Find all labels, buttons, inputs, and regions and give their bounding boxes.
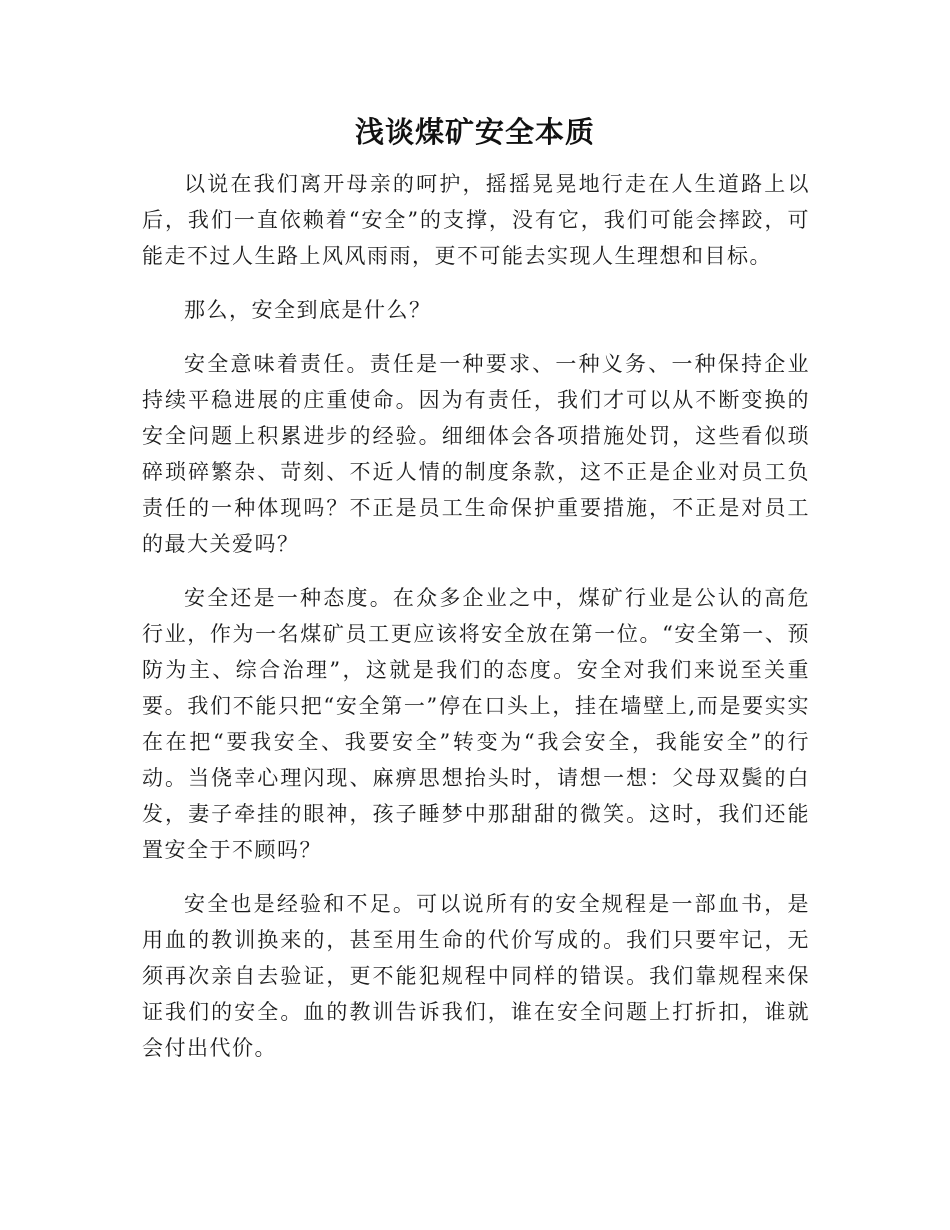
document-body [142, 166, 810, 1066]
paragraph-experience: 安全也是经验和不足。可以说所有的安全规程是一部血书，是用血的教训换来的，甚至用生命的代价写成的。我们只要牢记，无须再次亲自去验证，更不能犯规程中同样的错误。我们靠规程来保证我们的安全。血的教训告诉我们，谁在安全问题上打折扣，谁就会付出代价。 [142, 892, 810, 1060]
paragraph-question: 那么，安全到底是什么？ [184, 298, 432, 322]
paragraph-responsibility: 安全意味着责任。责任是一种要求、一种义务、一种保持企业持续平稳进展的庄重使命。因为有责任，我们才可以从不断变换的安全问题上积累进步的经验。细细体会各项措施处罚，这些看似琐碎琐碎繁杂、苛刻、不近人情的制度条款，这不正是企业对员工负责任的一种体现吗？不正是员工生命保护重要措施，不正是对员工的最大关爱吗？ [142, 352, 810, 556]
document-title: 浅谈煤矿安全本质 [354, 115, 595, 149]
paragraph-intro: 以说在我们离开母亲的呵护，摇摇晃晃地行走在人生道路上以后，我们一直依赖着“安全”的支撑，没有它，我们可能会摔跤，可能走不过人生路上风风雨雨，更不可能去实现人生理想和目标。 [142, 172, 810, 268]
paragraph-attitude: 安全还是一种态度。在众多企业之中，煤矿行业是公认的高危行业，作为一名煤矿员工更应该将安全放在第一位。“安全第一、预防为主、综合治理”，这就是我们的态度。安全对我们来说至关重要。我们不能只把“安全第一”停在口头上，挂在墙壁上,而是要实实在在把“要我安全、我要安全”转变为“我会安全，我能安全”的行动。当侥幸心理闪现、麻痹思想抬头时，请想一想：父母双鬓的白发，妻子牵挂的眼神，孩子睡梦中那甜甜的微笑。这时，我们还能置安全于不顾吗？ [142, 586, 810, 862]
